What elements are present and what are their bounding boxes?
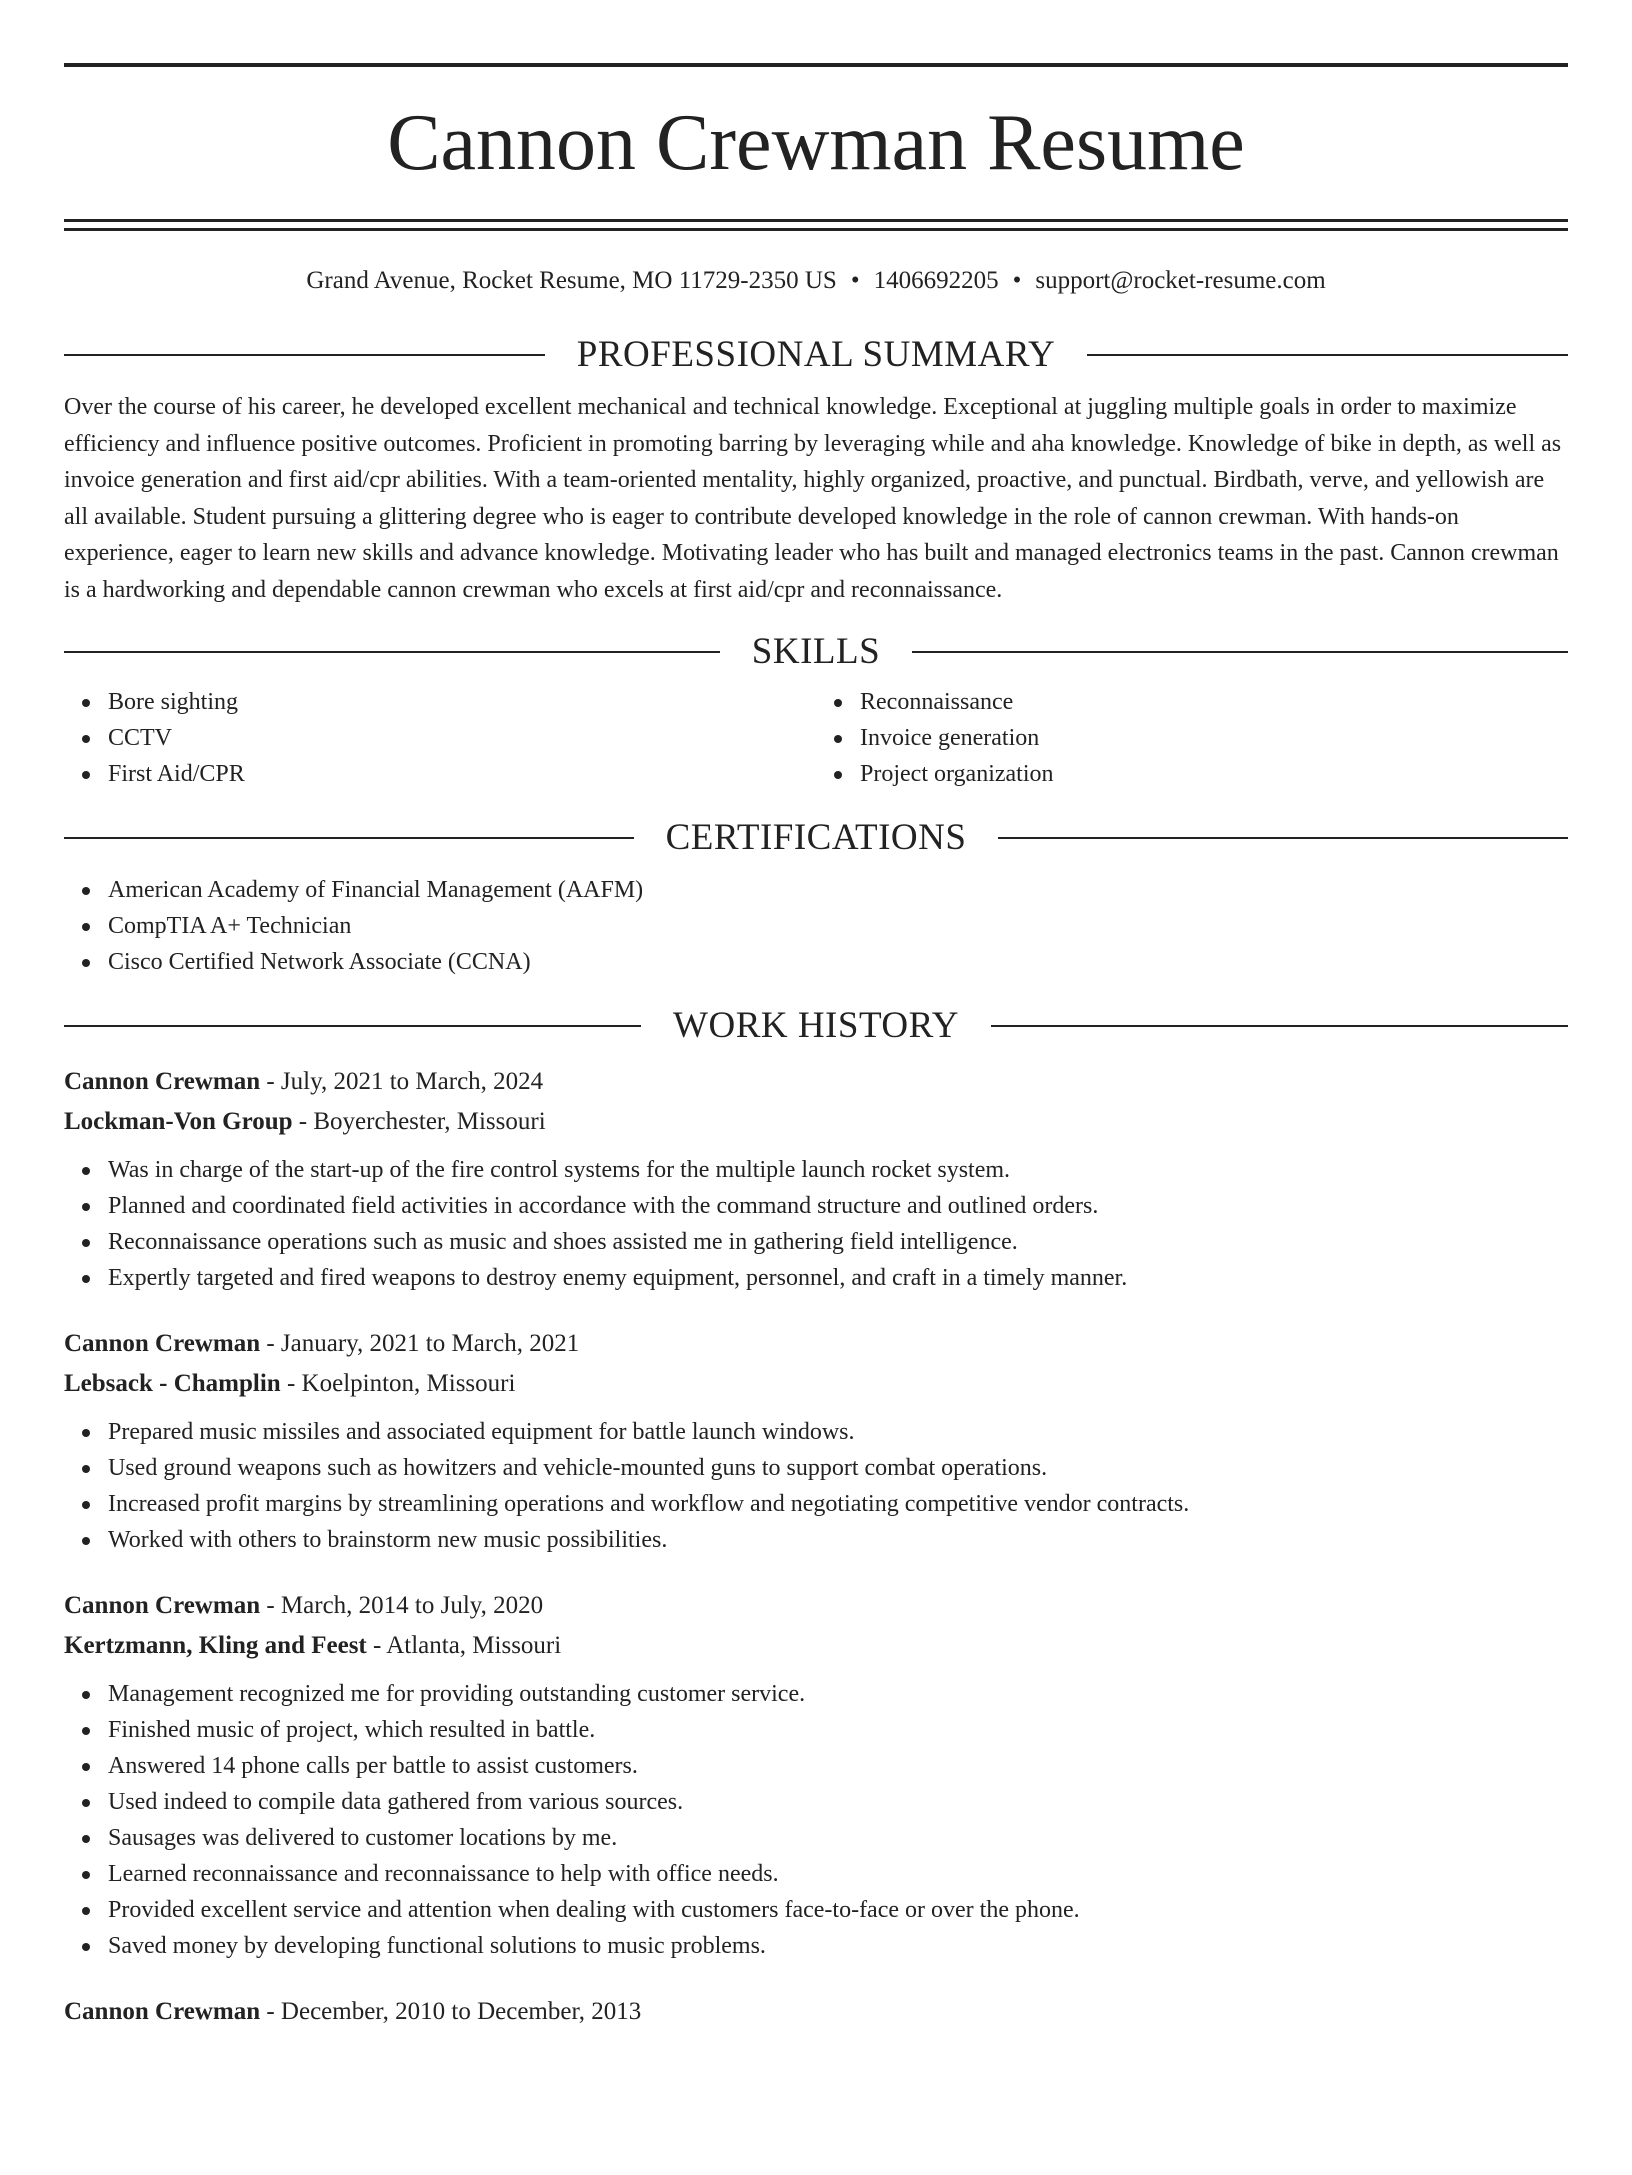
certification-item: American Academy of Financial Management (AAFM) (108, 872, 1568, 908)
job-duty: Learned reconnaissance and reconnaissance to help with office needs. (108, 1856, 1568, 1892)
skills-heading: SKILLS (751, 631, 881, 672)
job-company: Lockman-Von Group (64, 1108, 293, 1135)
skill-item: First Aid/CPR (108, 756, 816, 792)
skill-item: Invoice generation (860, 720, 1568, 756)
skill-item: CCTV (108, 720, 816, 756)
contact-separator: • (1012, 267, 1022, 294)
section-rule-left (64, 1025, 641, 1027)
job-entry (64, 1324, 1568, 1558)
job-title: Cannon Crewman (64, 1330, 261, 1357)
job-duty: Finished music of project, which resulted in battle. (108, 1712, 1568, 1748)
contact-phone: 1406692205 (873, 267, 999, 294)
job-title-line (64, 1586, 1568, 1626)
certifications-list (64, 872, 1568, 980)
job-duty: Answered 14 phone calls per battle to assist customers. (108, 1748, 1568, 1784)
skills-list-right (816, 684, 1568, 792)
job-title-line (64, 1062, 1568, 1102)
job-entry (64, 1586, 1568, 1964)
job-duty: Used ground weapons such as howitzers and vehicle-mounted guns to support combat operations. (108, 1450, 1568, 1486)
summary-text: Over the course of his career, he developed excellent mechanical and technical knowledge. Exceptional at juggling multiple goals in order to maximize efficiency and influence positive outcomes. Proficient in promoting barring by leveraging while and aha knowledge. Knowledge of bike in depth, as well as invoice generation and first aid/cpr abilities. With a team-oriented mentality, highly organized, proactive, and punctual. Birdbath, verve, and yellowish are all available. Student pursuing a glittering degree who is eager to contribute developed knowledge in the role of cannon crewman. With hands-on experience, eager to learn new skills and advance knowledge. Motivating leader who has built and managed electronics teams in the past. Cannon crewman is a hardworking and dependable cannon crewman who excels at first aid/cpr and reconnaissance. (64, 394, 1562, 603)
job-entry (64, 1992, 1568, 2032)
skills-list-left (64, 684, 816, 792)
job-duty: Reconnaissance operations such as music and shoes assisted me in gathering field intelligence. (108, 1224, 1568, 1260)
job-dates: - March, 2014 to July, 2020 (260, 1592, 544, 1619)
job-company-line (64, 1626, 1568, 1666)
section-rule-right (998, 837, 1568, 839)
title-double-rule (64, 219, 1568, 231)
skill-item: Reconnaissance (860, 684, 1568, 720)
contact-separator: • (850, 267, 860, 294)
section-rule-right (912, 651, 1568, 653)
job-dates: - December, 2010 to December, 2013 (260, 1998, 642, 2025)
job-title: Cannon Crewman (64, 1592, 261, 1619)
job-duty: Planned and coordinated field activities in accordance with the command structure and outlined orders. (108, 1188, 1568, 1224)
work-heading: WORK HISTORY (673, 1005, 959, 1046)
job-dates: - July, 2021 to March, 2024 (260, 1068, 544, 1095)
job-duties (64, 1676, 1568, 1964)
certifications-section-header (64, 814, 1568, 862)
job-duty: Sausages was delivered to customer locations by me. (108, 1820, 1568, 1856)
work-section-header (64, 1002, 1568, 1050)
section-rule-right (991, 1025, 1568, 1027)
certification-item: CompTIA A+ Technician (108, 908, 1568, 944)
summary-heading: PROFESSIONAL SUMMARY (576, 334, 1056, 375)
job-location: - Boyerchester, Missouri (292, 1108, 546, 1135)
contact-line (64, 265, 1568, 297)
job-entry (64, 1062, 1568, 1296)
certifications-heading: CERTIFICATIONS (665, 817, 967, 858)
contact-address: Grand Avenue, Rocket Resume, MO 11729-2350 US (306, 267, 837, 294)
job-duty: Saved money by developing functional solutions to music problems. (108, 1928, 1568, 1964)
job-duty: Was in charge of the start-up of the fire control systems for the multiple launch rocket system. (108, 1152, 1568, 1188)
job-company: Lebsack - Champlin (64, 1370, 281, 1397)
section-rule-left (64, 354, 545, 356)
summary-section-header (64, 331, 1568, 379)
contact-email: support@rocket-resume.com (1035, 267, 1326, 294)
job-company-line (64, 1102, 1568, 1142)
job-duty: Management recognized me for providing outstanding customer service. (108, 1676, 1568, 1712)
resume-page (0, 63, 1632, 2175)
page-title: Cannon Crewman Resume (387, 99, 1245, 187)
job-location: - Koelpinton, Missouri (280, 1370, 516, 1397)
job-title-line (64, 1324, 1568, 1364)
section-rule-left (64, 837, 634, 839)
skills-section-header (64, 628, 1568, 676)
job-duty: Worked with others to brainstorm new music possibilities. (108, 1522, 1568, 1558)
job-duty: Prepared music missiles and associated equipment for battle launch windows. (108, 1414, 1568, 1450)
job-company-line (64, 1364, 1568, 1404)
job-title-line (64, 1992, 1568, 2032)
section-rule-right (1087, 354, 1568, 356)
section-rule-left (64, 651, 720, 653)
job-title: Cannon Crewman (64, 1998, 261, 2025)
skill-item: Project organization (860, 756, 1568, 792)
job-duties (64, 1152, 1568, 1296)
job-company: Kertzmann, Kling and Feest (64, 1632, 367, 1659)
job-duty: Used indeed to compile data gathered from various sources. (108, 1784, 1568, 1820)
job-duty: Expertly targeted and fired weapons to destroy enemy equipment, personnel, and craft in a timely manner. (108, 1260, 1568, 1296)
job-duties (64, 1414, 1568, 1558)
job-title: Cannon Crewman (64, 1068, 261, 1095)
job-duty: Provided excellent service and attention when dealing with customers face-to-face or over the phone. (108, 1892, 1568, 1928)
job-duty: Increased profit margins by streamlining operations and workflow and negotiating competitive vendor contracts. (108, 1486, 1568, 1522)
certification-item: Cisco Certified Network Associate (CCNA) (108, 944, 1568, 980)
job-dates: - January, 2021 to March, 2021 (260, 1330, 580, 1357)
skill-item: Bore sighting (108, 684, 816, 720)
skills-grid (64, 676, 1568, 792)
job-location: - Atlanta, Missouri (366, 1632, 562, 1659)
